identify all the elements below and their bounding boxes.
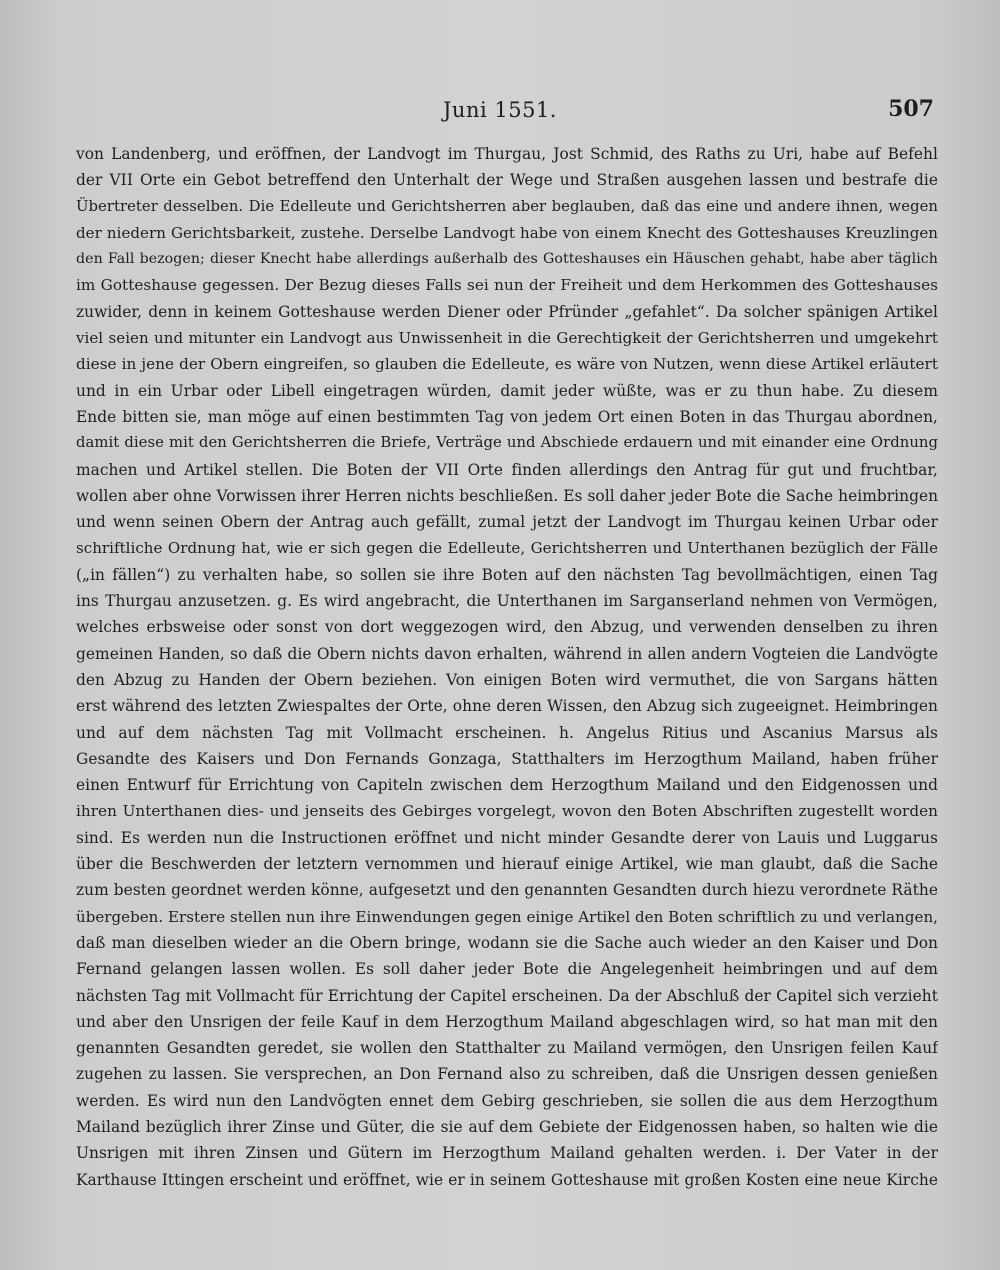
text-line: den Fall bezogen; dieser Knecht habe allerdings außerhalb des Gotteshauses ein Häuschen gehabt, habe aber täglich [76,251,938,268]
text-line: im Gotteshause gegessen. Der Bezug dieses Falls sei nun der Freiheit und dem Herkommen des Gotteshauses [76,276,938,295]
text-line: viel seien und mitunter ein Landvogt aus Unwissenheit in die Gerechtigkeit der Gerichtsherren und umgekehrt [76,329,938,348]
text-line: ihren Unterthanen dies- und jenseits des Gebirges vorgelegt, wovon den Boten Abschriften zugestellt worden [76,802,938,821]
text-line: Karthause Ittingen erscheint und eröffnet, wie er in seinem Gotteshause mit großen Kosten eine neue Kirche [76,1170,938,1189]
text-line: erst während des letzten Zwiespaltes der Orte, ohne deren Wissen, den Abzug sich zugeeignet. Heimbringen [76,697,938,716]
text-line: der VII Orte ein Gebot betreffend den Unterhalt der Wege und Straßen ausgehen lassen und bestrafe die [76,171,938,190]
text-line: übergeben. Erstere stellen nun ihre Einwendungen gegen einige Artikel den Boten schriftlich zu und verlangen, [76,907,938,926]
text-line: welches erbsweise oder sonst von dort weggezogen wird, den Abzug, und verwenden denselben zu ihren [76,618,938,637]
text-line: zuwider, denn in keinem Gotteshause werden Diener oder Pfründer „gefahlet“. Da solcher spänigen Artikel [76,302,938,321]
text-line: zugehen zu lassen. Sie versprechen, an Don Fernand also zu schreiben, daß die Unsrigen dessen genießen [76,1065,938,1084]
text-line: sind. Es werden nun die Instructionen eröffnet und nicht minder Gesandte derer von Lauis und Luggarus [76,828,938,847]
text-line: und in ein Urbar oder Libell eingetragen würden, damit jeder wüßte, was er zu thun habe. Zu diesem [76,381,938,400]
text-line: von Landenberg, und eröffnen, der Landvogt im Thurgau, Jost Schmid, des Raths zu Uri, habe auf Befehl [76,145,938,163]
text-line: damit diese mit den Gerichtsherren die Briefe, Verträge und Abschiede erdauern und mit einander eine Ordnung [76,434,938,452]
text-line: schriftliche Ordnung hat, wie er sich gegen die Edelleute, Gerichtsherren und Unterthanen bezüglich der Fälle [76,539,938,558]
text-line: Ende bitten sie, man möge auf einen bestimmten Tag von jedem Ort einen Boten in das Thurgau abordnen, [76,407,938,426]
text-line: gemeinen Handen, so daß die Obern nichts davon erhalten, während in allen andern Vogteien die Landvögte [76,644,938,663]
text-line: über die Beschwerden der letztern vernommen und hierauf einige Artikel, wie man glaubt, daß die Sache [76,855,938,874]
text-line: genannten Gesandten geredet, sie wollen den Statthalter zu Mailand vermögen, den Unsrigen feilen Kauf [76,1039,938,1058]
text-line: Fernand gelangen lassen wollen. Es soll daher jeder Bote die Angelegenheit heimbringen und auf dem [76,960,938,979]
text-line: Übertreter desselben. Die Edelleute und Gerichtsherren aber beglauben, daß das eine und andere ihnen, wegen [76,197,938,215]
text-line: und wenn seinen Obern der Antrag auch gefällt, zumal jetzt der Landvogt im Thurgau keinen Urbar oder [76,513,938,532]
text-line: werden. Es wird nun den Landvögten ennet dem Gebirg geschrieben, sie sollen die aus dem Herzogthum [76,1091,938,1110]
text-line: („in fällen“) zu verhalten habe, so sollen sie ihre Boten auf den nächsten Tag bevollmächtigen, einen Tag [76,565,938,584]
text-line: machen und Artikel stellen. Die Boten der VII Orte finden allerdings den Antrag für gut und fruchtbar, [76,460,938,479]
body-text [76,141,938,1231]
text-line: daß man dieselben wieder an die Obern bringe, wodann sie die Sache auch wieder an den Kaiser und Don [76,933,938,952]
text-line: der niedern Gerichtsbarkeit, zustehe. Derselbe Landvogt habe von einem Knecht des Gotteshauses Kreuzlingen [76,223,938,242]
text-line: und aber den Unsrigen der feile Kauf in dem Herzogthum Mailand abgeschlagen wird, so hat man mit den [76,1012,938,1031]
text-line: nächsten Tag mit Vollmacht für Errichtung der Capitel erscheinen. Da der Abschluß der Capitel sich verzieht [76,986,938,1005]
text-line: Mailand bezüglich ihrer Zinse und Güter, die sie auf dem Gebiete der Eidgenossen haben, so halten wie die [76,1117,938,1136]
text-line: Gesandte des Kaisers und Don Fernands Gonzaga, Statthalters im Herzogthum Mailand, haben früher [76,749,938,768]
page-number: 507 [888,96,934,122]
text-line: wollen aber ohne Vorwissen ihrer Herren nichts beschließen. Es soll daher jeder Bote die Sache heimbringen [76,486,938,505]
text-line: ins Thurgau anzusetzen. g. Es wird angebracht, die Unterthanen im Sarganserland nehmen von Vermögen, [76,592,938,611]
text-line: einen Entwurf für Errichtung von Capiteln zwischen dem Herzogthum Mailand und den Eidgenossen und [76,776,938,795]
running-title: Juni 1551. [443,98,557,122]
text-line: den Abzug zu Handen der Obern beziehen. Von einigen Boten wird vermuthet, die von Sargans hätten [76,670,938,689]
text-line: Unsrigen mit ihren Zinsen und Gütern im Herzogthum Mailand gehalten werden. i. Der Vater in der [76,1144,938,1163]
text-line: und auf dem nächsten Tag mit Vollmacht erscheinen. h. Angelus Ritius und Ascanius Marsus als [76,723,938,742]
text-line: diese in jene der Obern eingreifen, so glauben die Edelleute, es wäre von Nutzen, wenn diese Artikel erläutert [76,355,938,374]
text-line: zum besten geordnet werden könne, aufgesetzt und den genannten Gesandten durch hiezu verordnete Räthe [76,881,938,900]
